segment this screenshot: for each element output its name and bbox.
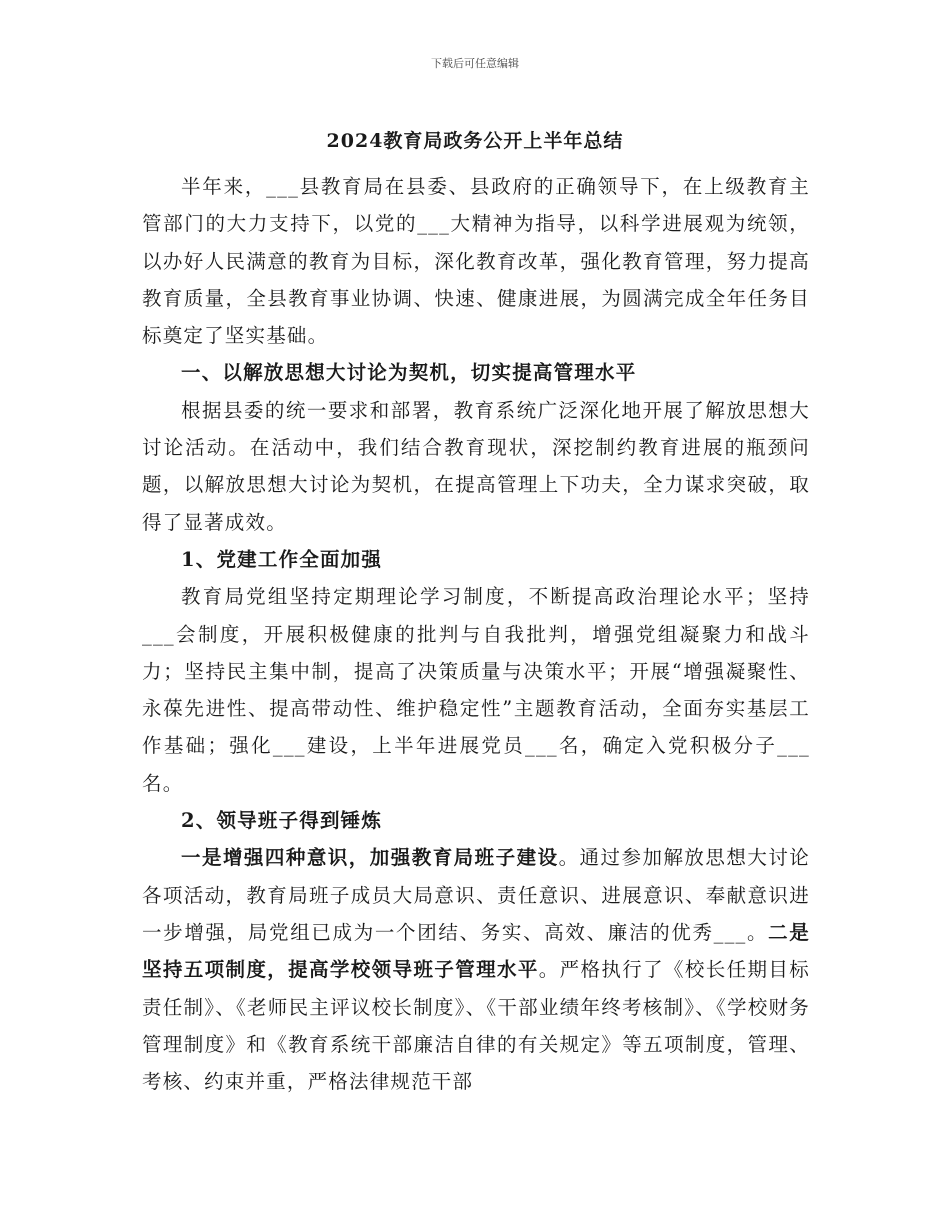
paragraph-text-first: 。通过参加解放思想大讨论各项活动，教育局班子成员大局意识、责任意识、进展意识、奉献意识进一步增强，局党组已成为一个团结、务实、高效、廉洁的优秀___。 <box>142 846 810 944</box>
paragraph-party-building: 教育局党组坚持定期理论学习制度，不断提高政治理论水平；坚持___会制度，开展积极健康的批判与自我批判，增强党组凝聚力和战斗力；坚持民主集中制，提高了决策质量与决策水平；开展“增强凝聚性、永葆先进性、提高带动性、维护稳定性”主题教育活动，全面夯实基层工作基础；强化___建设，上半年进展党员___名，确定入党积极分子___名。 <box>142 585 810 795</box>
paragraph-leadership <box>142 839 810 1100</box>
document-title: 2024教育局政务公开上半年总结 <box>326 130 624 152</box>
section-heading-1: 一、以解放思想大讨论为契机，切实提高管理水平 <box>181 361 637 385</box>
paragraph-text-second: 。严格执行了《校长任期目标责任制》、《老师民主评议校长制度》、《干部业绩年终考核制》、《学校财务管理制度》和《教育系统干部廉洁自律的有关规定》等五项制度，管理、考核、约束并重，严格法律规范干部 <box>142 958 810 1094</box>
document-body <box>142 168 810 1100</box>
header-note: 下载后可任意编辑 <box>431 57 519 70</box>
paragraph-intro: 半年来，___县教育局在县委、县政府的正确领导下，在上级教育主管部门的大力支持下，以党的___大精神为指导，以科学进展观为统领，以办好人民满意的教育为目标，深化教育改革，强化教育管理，努力提高教育质量，全县教育事业协调、快速、健康进展，为圆满完成全年任务目标奠定了坚实基础。 <box>142 175 810 348</box>
bold-phrase-second: 二是坚持五项制度，提高学校领导班子管理水平 <box>142 920 810 982</box>
paragraph-section-1: 根据县委的统一要求和部署，教育系统广泛深化地开展了解放思想大讨论活动。在活动中，我们结合教育现状，深挖制约教育进展的瓶颈问题，以解放思想大讨论为契机，在提高管理上下功夫，全力谋求突破，取得了显著成效。 <box>142 398 810 534</box>
subsection-heading-leadership: 2、领导班子得到锤炼 <box>181 809 383 833</box>
bold-phrase-first: 一是增强四种意识，加强教育局班子建设 <box>181 846 559 870</box>
subsection-heading-party-building: 1、党建工作全面加强 <box>181 547 383 571</box>
